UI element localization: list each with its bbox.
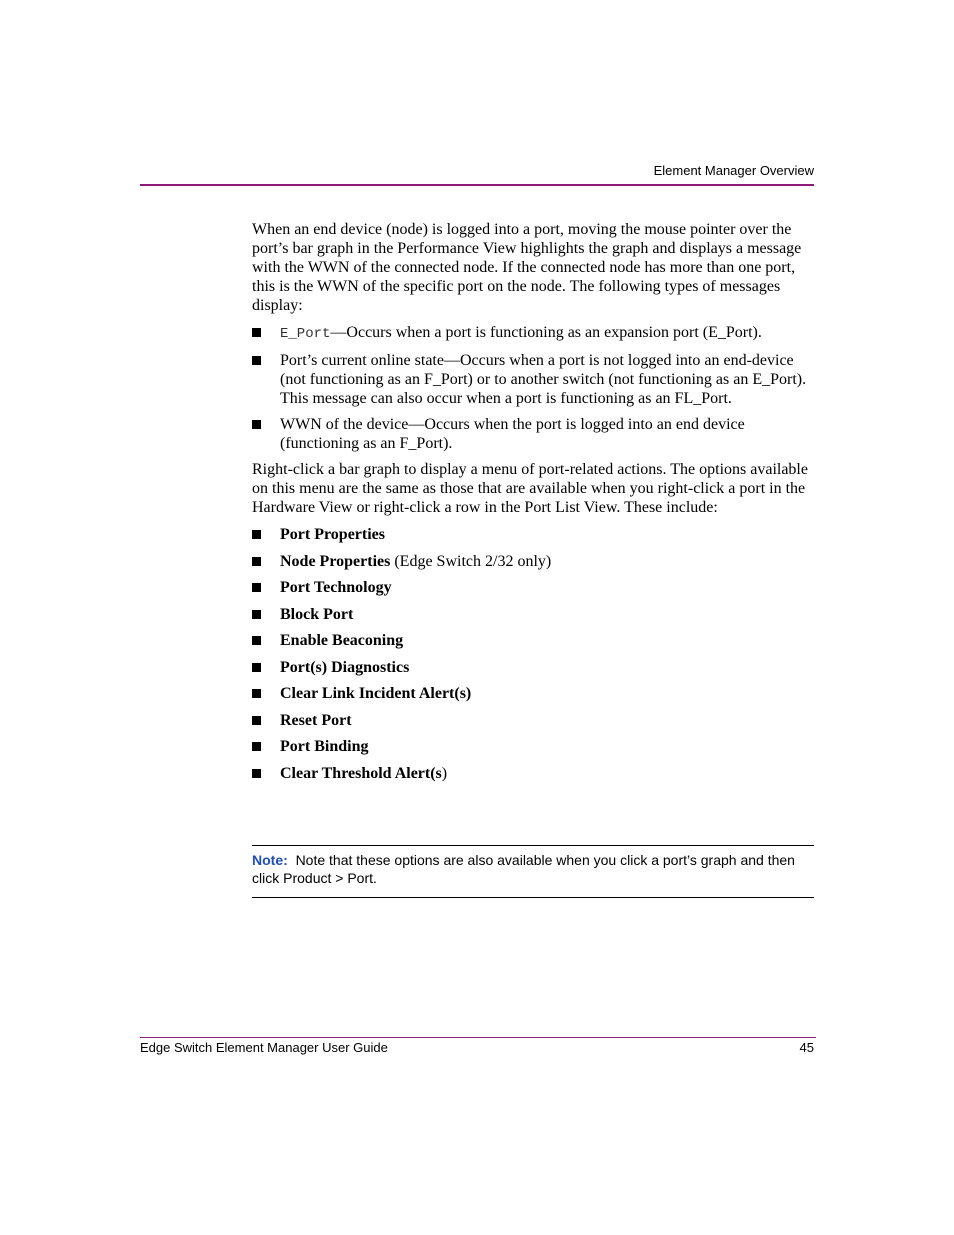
bullet-icon [252, 663, 261, 672]
bullet-icon [252, 557, 261, 566]
list-item-text: Port’s current online state—Occurs when a port is not logged into an end-device (not functioning as an F_Port) or to another switch (not functioning as an E_Port). This message can also occur when a port is functioning as an FL_Port. [280, 352, 807, 407]
note-label: Note: [252, 852, 288, 868]
list-item [252, 631, 817, 650]
header-divider [140, 184, 814, 186]
list-item [252, 415, 817, 453]
bullet-icon [252, 420, 261, 429]
action-name: Port(s) Diagnostics [280, 658, 410, 676]
running-header: Element Manager Overview [653, 163, 814, 178]
list-item [252, 605, 817, 624]
bullet-icon [252, 769, 261, 778]
list-item [252, 658, 817, 677]
action-name: Node Properties [280, 552, 391, 570]
note-end: . [373, 870, 377, 886]
bullet-icon [252, 742, 261, 751]
action-detail: (Edge Switch 2/32 only) [390, 552, 552, 570]
port-actions-list [252, 525, 817, 783]
right-click-paragraph: Right-click a bar graph to display a menu of port-related actions. The options available on this menu are the same as those that are available when you right-click a port in the Hardware View or right-click a row in the Port List View. These include: [252, 461, 808, 516]
bullet-icon [252, 610, 261, 619]
list-item [252, 323, 817, 344]
action-name: Port Properties [280, 526, 385, 543]
list-item [252, 578, 817, 597]
page-body [252, 220, 817, 790]
footer-divider [140, 1037, 816, 1038]
action-name: Clear Link Incident Alert(s) [280, 685, 472, 702]
footer-guide-title: Edge Switch Element Manager User Guide [140, 1040, 388, 1055]
intro-paragraph: When an end device (node) is logged into a port, moving the mouse pointer over the port’s bar graph in the Performance View highlights the graph and displays a message with the WWN of the connected node. If the connected node has more than one port, this is the WWN of the specific port on the node. The following types of messages display: [252, 221, 802, 314]
bullet-icon [252, 689, 261, 698]
message-types-list [252, 323, 817, 453]
list-item-text: WWN of the device—Occurs when the port is logged into an end device (functioning as an F_Port). [280, 416, 745, 452]
action-name: Reset Port [280, 711, 352, 729]
bullet-icon [252, 583, 261, 592]
action-name: Port Binding [280, 738, 369, 755]
list-item [252, 684, 817, 703]
list-item [252, 711, 817, 730]
bullet-icon [252, 636, 261, 645]
bullet-icon [252, 530, 261, 539]
page-number: 45 [799, 1040, 814, 1055]
note-box [252, 845, 814, 898]
list-item [252, 552, 817, 571]
note-text: Note that these options are also available when you click a port’s graph and then click [252, 852, 795, 886]
list-item [252, 525, 817, 544]
action-name: Clear Threshold Alert(s [280, 764, 442, 782]
action-name: Enable Beaconing [280, 632, 404, 649]
bullet-icon [252, 328, 261, 337]
action-detail: ) [441, 764, 448, 782]
bullet-icon [252, 716, 261, 725]
action-name: Port Technology [280, 579, 392, 596]
bullet-icon [252, 356, 261, 365]
menu-path: Product > Port [283, 870, 374, 886]
list-item [252, 737, 817, 756]
list-item-text: —Occurs when a port is functioning as an expansion port (E_Port). [330, 324, 762, 341]
list-item [252, 351, 817, 408]
action-name: Block Port [280, 605, 354, 623]
code-term: E_Port [280, 326, 331, 342]
list-item [252, 764, 817, 783]
